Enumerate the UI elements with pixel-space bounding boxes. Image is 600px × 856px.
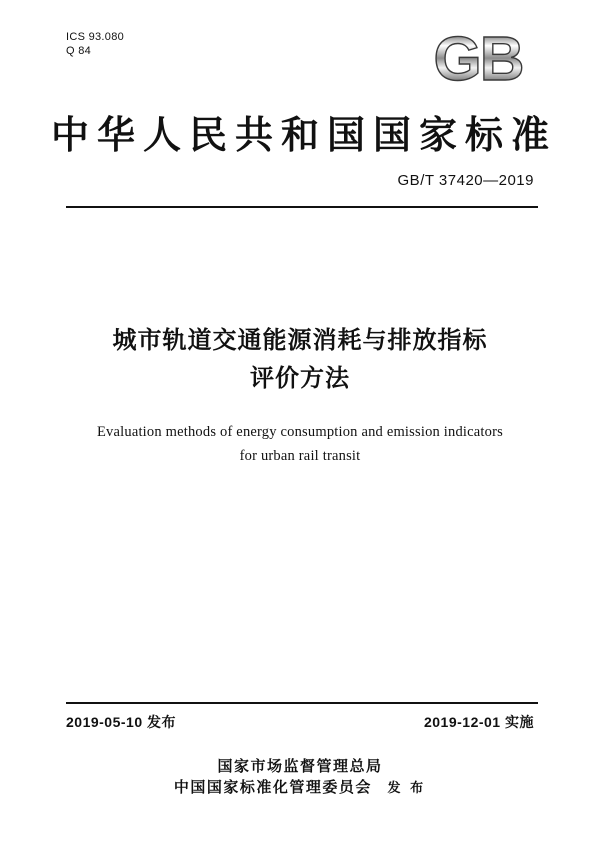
standard-number: GB/T 37420—2019 bbox=[397, 172, 534, 189]
issue-date: 2019-05-10 发布 bbox=[66, 714, 177, 730]
document-title-en-line2: for urban rail transit bbox=[239, 448, 361, 464]
publisher-line2: 中国国家标准化管理委员会 bbox=[173, 779, 372, 796]
effective-date: 2019-12-01 实施 bbox=[423, 714, 534, 730]
document-title-cn-line1: 城市轨道交通能源消耗与排放指标 bbox=[112, 327, 488, 354]
ics-code: ICS 93.080 bbox=[66, 31, 125, 43]
publisher-issue-label: 发 布 bbox=[387, 780, 427, 795]
ccs-code: Q 84 bbox=[66, 45, 92, 57]
divider-bottom bbox=[66, 702, 538, 704]
page-title: 中华人民共和国国家标准 bbox=[50, 115, 557, 157]
document-title-cn bbox=[60, 322, 540, 398]
gb-logo-icon bbox=[418, 26, 538, 88]
document-title-en-line1: Evaluation methods of energy consumption and emission indicators bbox=[97, 424, 503, 440]
divider-top bbox=[66, 206, 538, 208]
document-title-en bbox=[80, 420, 520, 468]
publisher-block bbox=[0, 757, 600, 798]
document-title-cn-line2: 评价方法 bbox=[250, 365, 350, 392]
svg-text:GB: GB bbox=[433, 26, 523, 88]
classification-block bbox=[66, 30, 124, 58]
publisher-line1: 国家市场监督管理总局 bbox=[217, 758, 383, 775]
